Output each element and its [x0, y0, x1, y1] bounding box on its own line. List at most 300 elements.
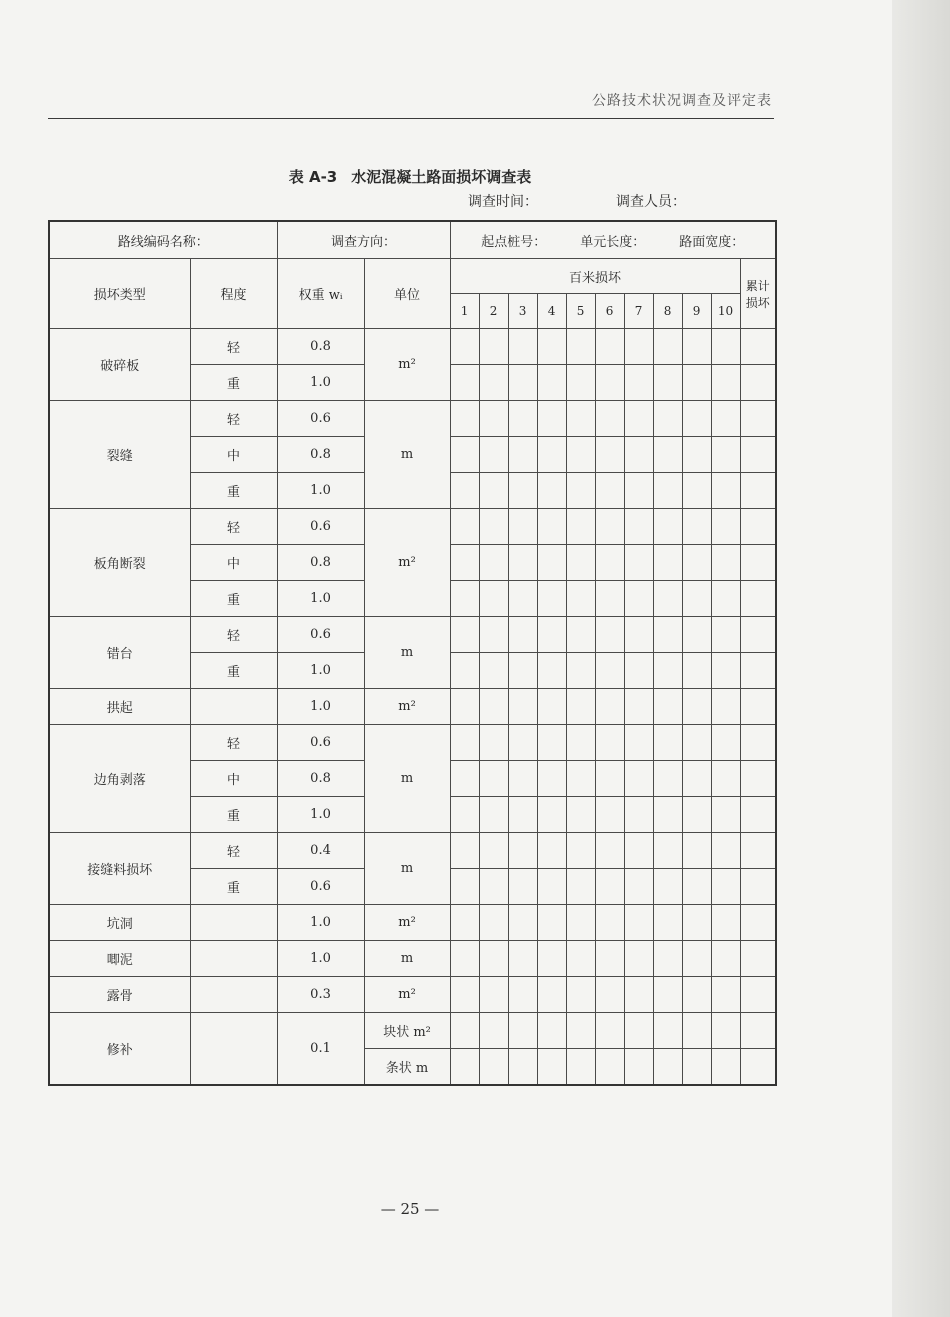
- data-entry-cell[interactable]: [711, 725, 740, 761]
- header-row-1: [49, 259, 776, 294]
- data-entry-cell[interactable]: [711, 833, 740, 869]
- data-entry-cell[interactable]: [711, 581, 740, 617]
- data-entry-cell[interactable]: [653, 617, 682, 653]
- table-row: [49, 689, 776, 725]
- direction-cell: [277, 221, 450, 259]
- column-header-2: 2: [479, 294, 508, 329]
- data-entry-cell[interactable]: [479, 509, 508, 545]
- data-entry-cell[interactable]: [595, 905, 624, 941]
- weight-cell: 0.8: [277, 329, 364, 365]
- weight-cell: 1.0: [277, 473, 364, 509]
- weight-cell: 0.6: [277, 725, 364, 761]
- header-unit: 单位: [364, 259, 450, 329]
- data-entry-cell[interactable]: [595, 1013, 624, 1049]
- data-entry-cell[interactable]: [653, 977, 682, 1013]
- data-entry-cell[interactable]: [450, 1049, 479, 1086]
- data-entry-cell[interactable]: [566, 473, 595, 509]
- data-entry-cell[interactable]: [595, 1049, 624, 1086]
- data-entry-cell[interactable]: [566, 725, 595, 761]
- weight-cell: 0.6: [277, 401, 364, 437]
- table-row: [49, 977, 776, 1013]
- repair-type-cell: 修补: [49, 1013, 190, 1086]
- data-entry-cell[interactable]: [711, 329, 740, 365]
- data-entry-cell[interactable]: [740, 437, 776, 473]
- data-entry-cell[interactable]: [624, 977, 653, 1013]
- data-entry-cell[interactable]: [740, 869, 776, 905]
- data-entry-cell[interactable]: [479, 725, 508, 761]
- data-entry-cell[interactable]: [479, 473, 508, 509]
- data-entry-cell[interactable]: [566, 689, 595, 725]
- data-entry-cell[interactable]: [740, 545, 776, 581]
- data-entry-cell[interactable]: [566, 797, 595, 833]
- data-entry-cell[interactable]: [566, 545, 595, 581]
- data-entry-cell[interactable]: [740, 401, 776, 437]
- data-entry-cell[interactable]: [479, 1013, 508, 1049]
- data-entry-cell[interactable]: [682, 797, 711, 833]
- table-row: [49, 617, 776, 653]
- data-entry-cell[interactable]: [479, 329, 508, 365]
- data-entry-cell[interactable]: [479, 833, 508, 869]
- data-entry-cell[interactable]: [479, 941, 508, 977]
- data-entry-cell[interactable]: [711, 689, 740, 725]
- unit-cell: m: [364, 941, 450, 977]
- data-entry-cell[interactable]: [537, 437, 566, 473]
- data-entry-cell[interactable]: [711, 941, 740, 977]
- data-entry-cell[interactable]: [682, 869, 711, 905]
- data-entry-cell[interactable]: [682, 689, 711, 725]
- data-entry-cell[interactable]: [537, 581, 566, 617]
- data-entry-cell[interactable]: [450, 365, 479, 401]
- data-entry-cell[interactable]: [682, 329, 711, 365]
- damage-survey-table: [48, 220, 777, 1086]
- data-entry-cell[interactable]: [595, 869, 624, 905]
- data-entry-cell[interactable]: [740, 1013, 776, 1049]
- data-entry-cell[interactable]: [566, 833, 595, 869]
- data-entry-cell[interactable]: [653, 473, 682, 509]
- data-entry-cell[interactable]: [711, 905, 740, 941]
- data-entry-cell[interactable]: [595, 833, 624, 869]
- data-entry-cell[interactable]: [595, 365, 624, 401]
- weight-cell: 0.6: [277, 509, 364, 545]
- data-entry-cell[interactable]: [508, 509, 537, 545]
- unit-cell: m: [364, 833, 450, 905]
- data-entry-cell[interactable]: [682, 905, 711, 941]
- table-title-text: 水泥混凝土路面损坏调查表: [351, 168, 532, 186]
- data-entry-cell[interactable]: [450, 797, 479, 833]
- data-entry-cell[interactable]: [566, 509, 595, 545]
- data-entry-cell[interactable]: [595, 401, 624, 437]
- degree-cell: [190, 977, 277, 1013]
- column-header-10: 10: [711, 294, 740, 329]
- data-entry-cell[interactable]: [508, 581, 537, 617]
- data-entry-cell[interactable]: [479, 977, 508, 1013]
- unit-cell: m²: [364, 509, 450, 617]
- degree-cell: [190, 689, 277, 725]
- data-entry-cell[interactable]: [566, 1049, 595, 1086]
- data-entry-cell[interactable]: [595, 761, 624, 797]
- data-entry-cell[interactable]: [450, 437, 479, 473]
- data-entry-cell[interactable]: [508, 905, 537, 941]
- header-damage-type: 损坏类型: [49, 259, 190, 329]
- degree-cell: 中: [190, 437, 277, 473]
- data-entry-cell[interactable]: [595, 725, 624, 761]
- data-entry-cell[interactable]: [711, 797, 740, 833]
- data-entry-cell[interactable]: [450, 833, 479, 869]
- weight-cell: 0.6: [277, 869, 364, 905]
- data-entry-cell[interactable]: [740, 617, 776, 653]
- data-entry-cell[interactable]: [537, 689, 566, 725]
- data-entry-cell[interactable]: [479, 545, 508, 581]
- data-entry-cell[interactable]: [479, 869, 508, 905]
- data-entry-cell[interactable]: [653, 581, 682, 617]
- damage-type-cell: 错台: [49, 617, 190, 689]
- data-entry-cell[interactable]: [508, 617, 537, 653]
- data-entry-cell[interactable]: [595, 941, 624, 977]
- data-entry-cell[interactable]: [537, 941, 566, 977]
- data-entry-cell[interactable]: [624, 833, 653, 869]
- data-entry-cell[interactable]: [740, 581, 776, 617]
- data-entry-cell[interactable]: [624, 509, 653, 545]
- column-header-5: 5: [566, 294, 595, 329]
- table-row: [49, 509, 776, 545]
- data-entry-cell[interactable]: [537, 509, 566, 545]
- data-entry-cell[interactable]: [450, 545, 479, 581]
- data-entry-cell[interactable]: [508, 329, 537, 365]
- data-entry-cell[interactable]: [624, 401, 653, 437]
- data-entry-cell[interactable]: [624, 437, 653, 473]
- weight-cell: 0.6: [277, 617, 364, 653]
- data-entry-cell[interactable]: [537, 725, 566, 761]
- weight-cell: 1.0: [277, 365, 364, 401]
- data-entry-cell[interactable]: [595, 545, 624, 581]
- data-entry-cell[interactable]: [653, 1013, 682, 1049]
- data-entry-cell[interactable]: [711, 401, 740, 437]
- data-entry-cell[interactable]: [682, 581, 711, 617]
- data-entry-cell[interactable]: [711, 473, 740, 509]
- data-entry-cell[interactable]: [537, 1013, 566, 1049]
- data-entry-cell[interactable]: [479, 365, 508, 401]
- data-entry-cell[interactable]: [479, 797, 508, 833]
- data-entry-cell[interactable]: [711, 365, 740, 401]
- data-entry-cell[interactable]: [537, 329, 566, 365]
- data-entry-cell[interactable]: [508, 365, 537, 401]
- data-entry-cell[interactable]: [566, 1013, 595, 1049]
- data-entry-cell[interactable]: [450, 581, 479, 617]
- data-entry-cell[interactable]: [537, 869, 566, 905]
- survey-time-label: 调查时间：: [468, 194, 538, 210]
- degree-cell: 轻: [190, 329, 277, 365]
- data-entry-cell[interactable]: [653, 725, 682, 761]
- repair-unit-cell: 块状 m²: [364, 1013, 450, 1049]
- data-entry-cell[interactable]: [653, 689, 682, 725]
- data-entry-cell[interactable]: [653, 833, 682, 869]
- data-entry-cell[interactable]: [624, 365, 653, 401]
- data-entry-cell[interactable]: [653, 509, 682, 545]
- data-entry-cell[interactable]: [711, 977, 740, 1013]
- data-entry-cell[interactable]: [450, 725, 479, 761]
- route-label: 路线编码名称：: [117, 234, 209, 250]
- data-entry-cell[interactable]: [450, 689, 479, 725]
- data-entry-cell[interactable]: [566, 581, 595, 617]
- data-entry-cell[interactable]: [624, 653, 653, 689]
- data-entry-cell[interactable]: [740, 905, 776, 941]
- data-entry-cell[interactable]: [711, 1049, 740, 1086]
- data-entry-cell[interactable]: [682, 509, 711, 545]
- data-entry-cell[interactable]: [508, 689, 537, 725]
- weight-cell: 1.0: [277, 689, 364, 725]
- data-entry-cell[interactable]: [740, 653, 776, 689]
- data-entry-cell[interactable]: [566, 869, 595, 905]
- header-degree: 程度: [190, 259, 277, 329]
- data-entry-cell[interactable]: [653, 437, 682, 473]
- data-entry-cell[interactable]: [653, 329, 682, 365]
- data-entry-cell[interactable]: [508, 869, 537, 905]
- data-entry-cell[interactable]: [682, 941, 711, 977]
- data-entry-cell[interactable]: [682, 473, 711, 509]
- data-entry-cell[interactable]: [479, 401, 508, 437]
- data-entry-cell[interactable]: [508, 653, 537, 689]
- table-row: [49, 329, 776, 365]
- data-entry-cell[interactable]: [479, 689, 508, 725]
- data-entry-cell[interactable]: [566, 761, 595, 797]
- data-entry-cell[interactable]: [682, 725, 711, 761]
- data-entry-cell[interactable]: [537, 617, 566, 653]
- data-entry-cell[interactable]: [682, 545, 711, 581]
- weight-cell: 0.3: [277, 977, 364, 1013]
- data-entry-cell[interactable]: [595, 581, 624, 617]
- data-entry-cell[interactable]: [624, 941, 653, 977]
- data-entry-cell[interactable]: [653, 797, 682, 833]
- data-entry-cell[interactable]: [595, 977, 624, 1013]
- data-entry-cell[interactable]: [682, 833, 711, 869]
- data-entry-cell[interactable]: [537, 977, 566, 1013]
- data-entry-cell[interactable]: [740, 977, 776, 1013]
- data-entry-cell[interactable]: [595, 653, 624, 689]
- data-entry-cell[interactable]: [566, 905, 595, 941]
- data-entry-cell[interactable]: [537, 1049, 566, 1086]
- data-entry-cell[interactable]: [537, 473, 566, 509]
- data-entry-cell[interactable]: [566, 617, 595, 653]
- data-entry-cell[interactable]: [624, 689, 653, 725]
- header-cumulative: 累计损坏: [740, 259, 776, 329]
- data-entry-cell[interactable]: [450, 473, 479, 509]
- weight-cell: 1.0: [277, 653, 364, 689]
- data-entry-cell[interactable]: [653, 905, 682, 941]
- data-entry-cell[interactable]: [479, 761, 508, 797]
- data-entry-cell[interactable]: [595, 797, 624, 833]
- weight-cell: 1.0: [277, 797, 364, 833]
- data-entry-cell[interactable]: [740, 689, 776, 725]
- data-entry-cell[interactable]: [682, 617, 711, 653]
- degree-cell: [190, 1013, 277, 1086]
- data-entry-cell[interactable]: [711, 617, 740, 653]
- data-entry-cell[interactable]: [508, 977, 537, 1013]
- start-stake-label: 起点桩号：: [481, 234, 547, 250]
- data-entry-cell[interactable]: [479, 617, 508, 653]
- data-entry-cell[interactable]: [711, 437, 740, 473]
- data-entry-cell[interactable]: [450, 509, 479, 545]
- column-header-9: 9: [682, 294, 711, 329]
- data-entry-cell[interactable]: [537, 797, 566, 833]
- data-entry-cell[interactable]: [479, 653, 508, 689]
- data-entry-cell[interactable]: [479, 437, 508, 473]
- data-entry-cell[interactable]: [450, 401, 479, 437]
- data-entry-cell[interactable]: [537, 365, 566, 401]
- data-entry-cell[interactable]: [508, 725, 537, 761]
- data-entry-cell[interactable]: [479, 581, 508, 617]
- data-entry-cell[interactable]: [682, 761, 711, 797]
- data-entry-cell[interactable]: [682, 1049, 711, 1086]
- data-entry-cell[interactable]: [624, 329, 653, 365]
- data-entry-cell[interactable]: [537, 545, 566, 581]
- data-entry-cell[interactable]: [595, 437, 624, 473]
- data-entry-cell[interactable]: [740, 329, 776, 365]
- data-entry-cell[interactable]: [653, 869, 682, 905]
- data-entry-cell[interactable]: [508, 437, 537, 473]
- unit-cell: m²: [364, 329, 450, 401]
- data-entry-cell[interactable]: [624, 905, 653, 941]
- data-entry-cell[interactable]: [595, 617, 624, 653]
- data-entry-cell[interactable]: [624, 761, 653, 797]
- data-entry-cell[interactable]: [624, 797, 653, 833]
- data-entry-cell[interactable]: [450, 653, 479, 689]
- weight-cell: 1.0: [277, 581, 364, 617]
- data-entry-cell[interactable]: [595, 329, 624, 365]
- data-entry-cell[interactable]: [537, 401, 566, 437]
- data-entry-cell[interactable]: [653, 941, 682, 977]
- data-entry-cell[interactable]: [566, 437, 595, 473]
- degree-cell: 重: [190, 581, 277, 617]
- repair-weight-cell: 0.1: [277, 1013, 364, 1086]
- data-entry-cell[interactable]: [624, 869, 653, 905]
- data-entry-cell[interactable]: [537, 653, 566, 689]
- data-entry-cell[interactable]: [566, 653, 595, 689]
- data-entry-cell[interactable]: [508, 401, 537, 437]
- data-entry-cell[interactable]: [740, 365, 776, 401]
- unit-cell: m: [364, 401, 450, 509]
- repair-unit-cell: 条状 m: [364, 1049, 450, 1086]
- data-entry-cell[interactable]: [537, 833, 566, 869]
- data-entry-cell[interactable]: [624, 545, 653, 581]
- data-entry-cell[interactable]: [508, 941, 537, 977]
- data-entry-cell[interactable]: [711, 653, 740, 689]
- data-entry-cell[interactable]: [508, 833, 537, 869]
- data-entry-cell[interactable]: [450, 761, 479, 797]
- data-entry-cell[interactable]: [682, 1013, 711, 1049]
- data-entry-cell[interactable]: [740, 509, 776, 545]
- data-entry-cell[interactable]: [740, 725, 776, 761]
- data-entry-cell[interactable]: [508, 797, 537, 833]
- data-entry-cell[interactable]: [653, 1049, 682, 1086]
- data-entry-cell[interactable]: [450, 869, 479, 905]
- data-entry-cell[interactable]: [566, 977, 595, 1013]
- degree-cell: 中: [190, 545, 277, 581]
- road-width-label: 路面宽度：: [679, 234, 745, 250]
- data-entry-cell[interactable]: [479, 905, 508, 941]
- data-entry-cell[interactable]: [595, 473, 624, 509]
- data-entry-cell[interactable]: [653, 761, 682, 797]
- data-entry-cell[interactable]: [653, 545, 682, 581]
- data-entry-cell[interactable]: [508, 1049, 537, 1086]
- page-edge-shadow: [892, 0, 950, 1317]
- data-entry-cell[interactable]: [508, 473, 537, 509]
- section-info-cell: [450, 221, 776, 259]
- data-entry-cell[interactable]: [740, 761, 776, 797]
- data-entry-cell[interactable]: [682, 653, 711, 689]
- data-entry-cell[interactable]: [450, 1013, 479, 1049]
- data-entry-cell[interactable]: [711, 869, 740, 905]
- data-entry-cell[interactable]: [595, 509, 624, 545]
- table-row: [49, 401, 776, 437]
- data-entry-cell[interactable]: [624, 617, 653, 653]
- data-entry-cell[interactable]: [711, 509, 740, 545]
- data-entry-cell[interactable]: [682, 437, 711, 473]
- data-entry-cell[interactable]: [653, 401, 682, 437]
- data-entry-cell[interactable]: [740, 941, 776, 977]
- table-title: [0, 166, 820, 187]
- data-entry-cell[interactable]: [479, 1049, 508, 1086]
- data-entry-cell[interactable]: [450, 905, 479, 941]
- data-entry-cell[interactable]: [740, 797, 776, 833]
- column-header-4: 4: [537, 294, 566, 329]
- data-entry-cell[interactable]: [537, 761, 566, 797]
- data-entry-cell[interactable]: [566, 329, 595, 365]
- weight-cell: 0.4: [277, 833, 364, 869]
- data-entry-cell[interactable]: [682, 977, 711, 1013]
- data-entry-cell[interactable]: [537, 905, 566, 941]
- data-entry-cell[interactable]: [711, 761, 740, 797]
- data-entry-cell[interactable]: [566, 365, 595, 401]
- table-number: 表 A-3: [288, 168, 338, 186]
- data-entry-cell[interactable]: [740, 833, 776, 869]
- data-entry-cell[interactable]: [624, 473, 653, 509]
- degree-cell: 重: [190, 473, 277, 509]
- data-entry-cell[interactable]: [740, 473, 776, 509]
- header-per-100m: 百米损坏: [450, 259, 740, 294]
- degree-cell: [190, 905, 277, 941]
- data-entry-cell[interactable]: [682, 401, 711, 437]
- data-entry-cell[interactable]: [566, 401, 595, 437]
- data-entry-cell[interactable]: [566, 941, 595, 977]
- data-entry-cell[interactable]: [450, 617, 479, 653]
- damage-type-cell: 露骨: [49, 977, 190, 1013]
- column-header-3: 3: [508, 294, 537, 329]
- data-entry-cell[interactable]: [711, 545, 740, 581]
- data-entry-cell[interactable]: [450, 977, 479, 1013]
- data-entry-cell[interactable]: [624, 581, 653, 617]
- data-entry-cell[interactable]: [711, 1013, 740, 1049]
- damage-type-cell: 唧泥: [49, 941, 190, 977]
- data-entry-cell[interactable]: [682, 365, 711, 401]
- damage-type-cell: 坑洞: [49, 905, 190, 941]
- data-entry-cell[interactable]: [595, 689, 624, 725]
- route-info-row: [49, 221, 776, 259]
- data-entry-cell[interactable]: [653, 365, 682, 401]
- data-entry-cell[interactable]: [508, 1013, 537, 1049]
- unit-length-label: 单元长度：: [580, 234, 646, 250]
- data-entry-cell[interactable]: [450, 941, 479, 977]
- table-row: [49, 941, 776, 977]
- data-entry-cell[interactable]: [508, 545, 537, 581]
- data-entry-cell[interactable]: [624, 725, 653, 761]
- data-entry-cell[interactable]: [450, 329, 479, 365]
- data-entry-cell[interactable]: [740, 1049, 776, 1086]
- data-entry-cell[interactable]: [653, 653, 682, 689]
- data-entry-cell[interactable]: [624, 1049, 653, 1086]
- table-row: [49, 725, 776, 761]
- data-entry-cell[interactable]: [624, 1013, 653, 1049]
- data-entry-cell[interactable]: [508, 761, 537, 797]
